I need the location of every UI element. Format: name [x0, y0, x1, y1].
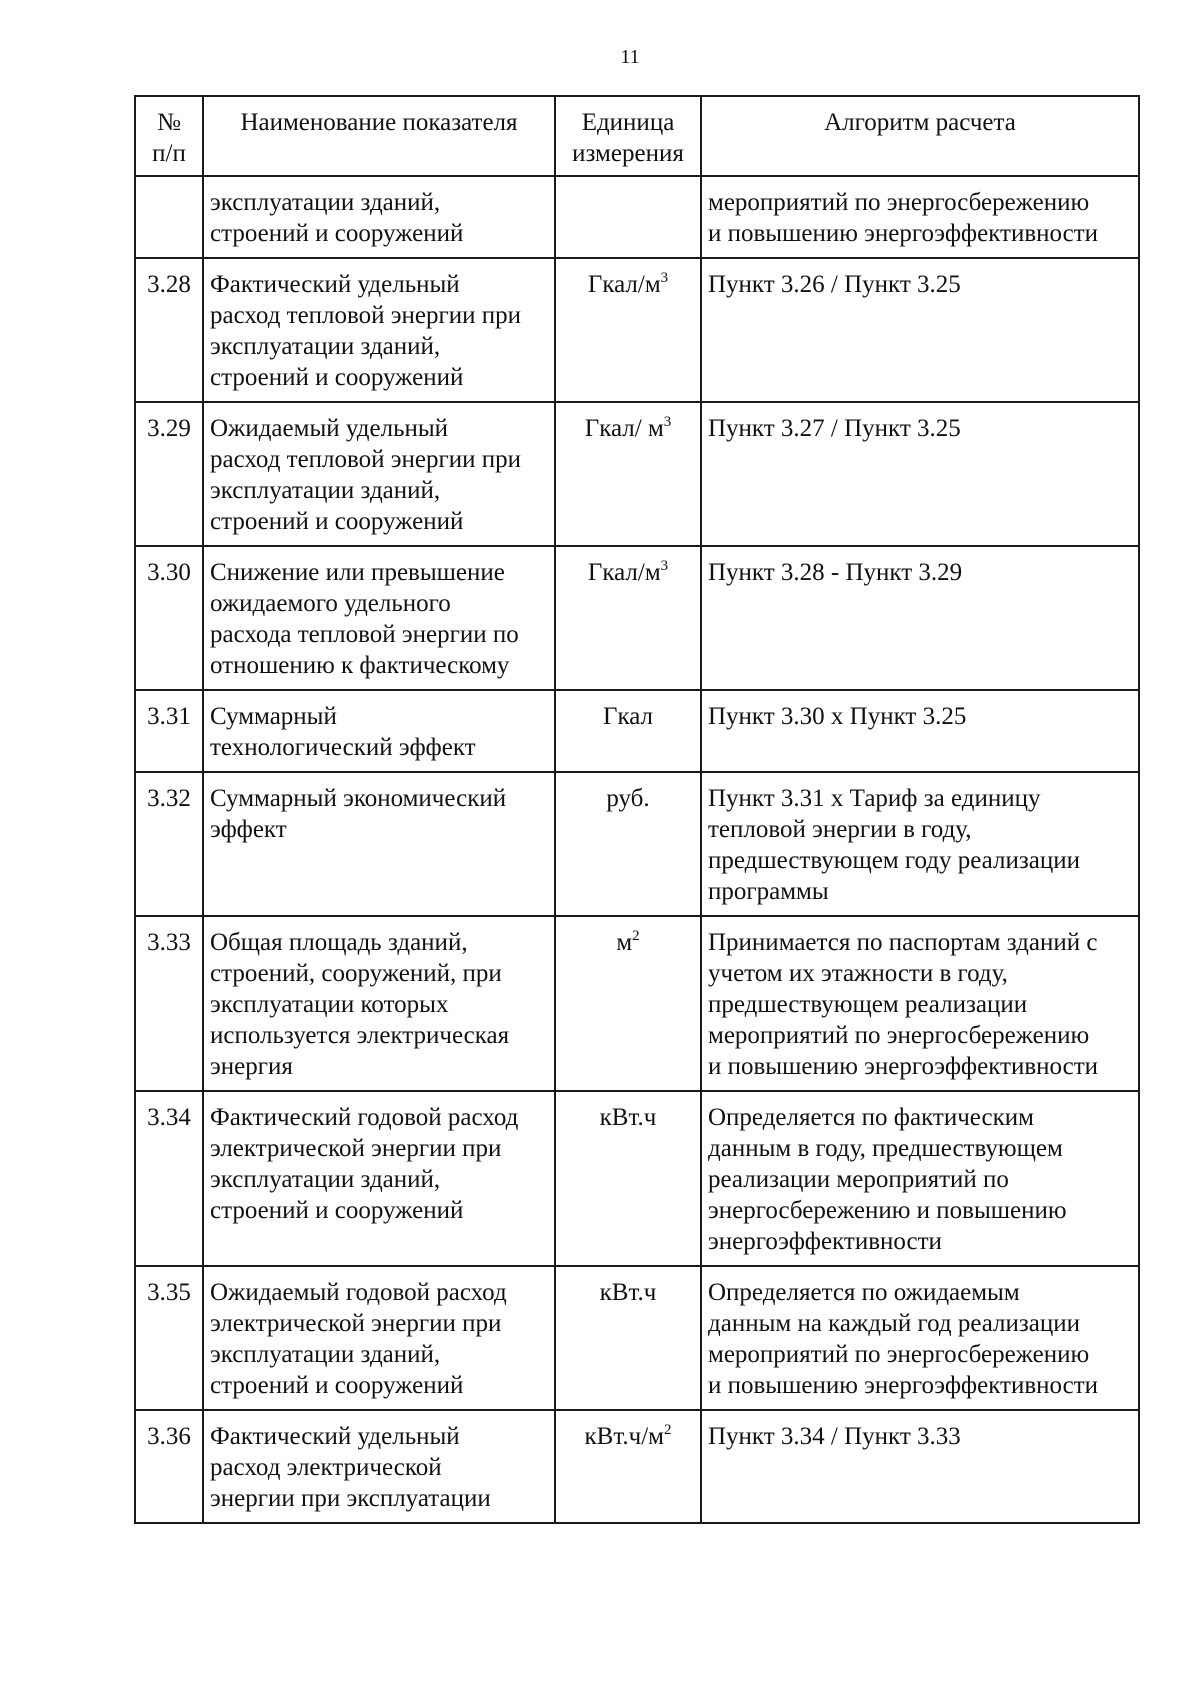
table-row: [135, 546, 1139, 690]
indicator-name: [203, 1091, 555, 1266]
unit-text: Гкал: [602, 703, 653, 730]
calculation-algorithm: [701, 916, 1139, 1091]
algorithm-line: данным на каждый год реализации: [708, 1310, 1081, 1337]
unit-of-measure: [555, 772, 701, 916]
indicator-name-line: электрической энергии при: [210, 1310, 502, 1337]
indicator-name-line: эксплуатации зданий,: [210, 189, 441, 216]
unit-exponent: 2: [632, 927, 640, 944]
table-row: [135, 1266, 1139, 1410]
unit-of-measure: [555, 402, 701, 546]
table-header-row: [135, 96, 1139, 176]
row-number: 3.33: [135, 916, 203, 1091]
indicator-name-line: строений и сооружений: [210, 1197, 464, 1224]
table-row: [135, 916, 1139, 1091]
indicator-name-line: эксплуатации зданий,: [210, 477, 441, 504]
algorithm-line: Определяется по фактическим: [708, 1104, 1034, 1131]
indicator-name-line: строений и сооружений: [210, 508, 464, 535]
indicator-name: [203, 402, 555, 546]
row-number: 3.36: [135, 1410, 203, 1523]
algorithm-line: Пункт 3.31 х Тариф за единицу: [708, 785, 1041, 812]
indicator-name-line: Фактический годовой расход: [210, 1104, 519, 1131]
unit-exponent: 2: [663, 1421, 672, 1438]
algorithm-line: Пункт 3.27 / Пункт 3.25: [708, 415, 961, 442]
algorithm-line: учетом их этажности в году,: [708, 960, 1008, 987]
algorithm-line: Принимается по паспортам зданий с: [708, 929, 1098, 956]
indicator-name: [203, 772, 555, 916]
row-number: 3.31: [135, 690, 203, 772]
indicator-name: [203, 916, 555, 1091]
unit-of-measure: [555, 176, 701, 258]
indicator-name-line: Снижение или превышение: [210, 559, 505, 586]
indicator-name: [203, 1410, 555, 1523]
unit-text: м: [616, 929, 633, 956]
calculation-algorithm: [701, 546, 1139, 690]
row-number: 3.28: [135, 258, 203, 402]
row-number: 3.30: [135, 546, 203, 690]
unit-of-measure: [555, 1091, 701, 1266]
indicator-name-line: расход электрической: [210, 1454, 442, 1481]
indicator-name: [203, 176, 555, 258]
unit-of-measure: [555, 690, 701, 772]
indicator-name-line: Суммарный экономический: [210, 785, 507, 812]
indicator-name-line: Ожидаемый годовой расход: [210, 1279, 507, 1306]
calculation-algorithm: [701, 1091, 1139, 1266]
unit-text: руб.: [606, 785, 650, 812]
indicator-name: [203, 1266, 555, 1410]
unit-text: кВт.ч/м: [584, 1423, 664, 1450]
indicator-name-line: эксплуатации зданий,: [210, 333, 441, 360]
row-number: 3.34: [135, 1091, 203, 1266]
indicators-table: [134, 95, 1140, 1524]
table-body: [135, 176, 1139, 1523]
indicator-name-line: энергии при эксплуатации: [210, 1485, 491, 1512]
unit-text: Гкал/м: [587, 559, 661, 586]
row-number: 3.32: [135, 772, 203, 916]
unit-text: Гкал/м: [587, 271, 661, 298]
unit-exponent: 3: [663, 413, 672, 430]
page-number: 11: [620, 46, 640, 68]
calculation-algorithm: [701, 258, 1139, 402]
calculation-algorithm: [701, 1266, 1139, 1410]
indicator-name-line: строений и сооружений: [210, 220, 464, 247]
unit-exponent: 3: [660, 557, 669, 574]
indicator-name: [203, 258, 555, 402]
table-row: [135, 402, 1139, 546]
indicator-name-line: строений и сооружений: [210, 1372, 464, 1399]
indicator-name-line: энергия: [210, 1053, 293, 1080]
indicator-name-line: расход тепловой энергии при: [210, 446, 522, 473]
algorithm-line: и повышению энергоэффективности: [708, 220, 1099, 247]
algorithm-line: Пункт 3.30 х Пункт 3.25: [708, 703, 967, 730]
table-row: [135, 772, 1139, 916]
indicator-name-line: строений и сооружений: [210, 364, 464, 391]
unit-text: кВт.ч: [599, 1279, 657, 1306]
indicator-name-line: используется электрическая: [210, 1022, 510, 1049]
indicator-name-line: технологический эффект: [210, 734, 476, 761]
algorithm-line: мероприятий по энергосбережению: [708, 189, 1090, 216]
algorithm-line: предшествующем году реализации: [708, 847, 1080, 874]
indicator-name-line: расхода тепловой энергии по: [210, 621, 519, 648]
indicator-name-line: Фактический удельный: [210, 271, 460, 298]
indicator-name-line: электрической энергии при: [210, 1135, 502, 1162]
algorithm-line: Пункт 3.28 - Пункт 3.29: [708, 559, 963, 586]
calculation-algorithm: [701, 402, 1139, 546]
indicator-name-line: эксплуатации зданий,: [210, 1341, 441, 1368]
unit-text: кВт.ч: [599, 1104, 657, 1131]
table-row: [135, 690, 1139, 772]
calculation-algorithm: [701, 690, 1139, 772]
algorithm-line: реализации мероприятий по: [708, 1166, 1009, 1193]
header-algo: Алгоритм расчета: [701, 96, 1139, 176]
algorithm-line: Пункт 3.34 / Пункт 3.33: [708, 1423, 961, 1450]
row-number: [135, 176, 203, 258]
table-row: [135, 258, 1139, 402]
indicator-name-line: строений, сооружений, при: [210, 960, 502, 987]
row-number: 3.35: [135, 1266, 203, 1410]
header-num: № п/п: [135, 96, 203, 176]
row-number: 3.29: [135, 402, 203, 546]
table-row: [135, 1410, 1139, 1523]
algorithm-line: тепловой энергии в году,: [708, 816, 972, 843]
unit-text: Гкал/ м: [584, 415, 664, 442]
indicator-name-line: Фактический удельный: [210, 1423, 460, 1450]
indicator-name-line: эксплуатации которых: [210, 991, 449, 1018]
calculation-algorithm: [701, 772, 1139, 916]
indicator-name-line: эффект: [210, 816, 287, 843]
indicator-name: [203, 690, 555, 772]
indicator-name-line: расход тепловой энергии при: [210, 302, 522, 329]
algorithm-line: предшествующем реализации: [708, 991, 1028, 1018]
algorithm-line: энергосбережению и повышению: [708, 1197, 1067, 1224]
indicator-name-line: эксплуатации зданий,: [210, 1166, 441, 1193]
header-unit: Единица измерения: [555, 96, 701, 176]
algorithm-line: и повышению энергоэффективности: [708, 1053, 1099, 1080]
unit-of-measure: [555, 1410, 701, 1523]
unit-of-measure: [555, 1266, 701, 1410]
unit-of-measure: [555, 916, 701, 1091]
indicator-name-line: отношению к фактическому: [210, 652, 510, 679]
indicator-name-line: Суммарный: [210, 703, 337, 730]
algorithm-line: мероприятий по энергосбережению: [708, 1341, 1090, 1368]
algorithm-line: программы: [708, 878, 829, 905]
unit-of-measure: [555, 546, 701, 690]
algorithm-line: мероприятий по энергосбережению: [708, 1022, 1090, 1049]
table-row: [135, 176, 1139, 258]
algorithm-line: данным в году, предшествующем: [708, 1135, 1063, 1162]
header-name: Наименование показателя: [203, 96, 555, 176]
indicator-name-line: Общая площадь зданий,: [210, 929, 468, 956]
algorithm-line: энергоэффективности: [708, 1228, 942, 1255]
table-row: [135, 1091, 1139, 1266]
unit-exponent: 3: [660, 269, 669, 286]
algorithm-line: Определяется по ожидаемым: [708, 1279, 1020, 1306]
algorithm-line: Пункт 3.26 / Пункт 3.25: [708, 271, 961, 298]
indicator-name: [203, 546, 555, 690]
calculation-algorithm: [701, 1410, 1139, 1523]
indicator-name-line: Ожидаемый удельный: [210, 415, 449, 442]
indicator-name-line: ожидаемого удельного: [210, 590, 451, 617]
calculation-algorithm: [701, 176, 1139, 258]
algorithm-line: и повышению энергоэффективности: [708, 1372, 1099, 1399]
unit-of-measure: [555, 258, 701, 402]
